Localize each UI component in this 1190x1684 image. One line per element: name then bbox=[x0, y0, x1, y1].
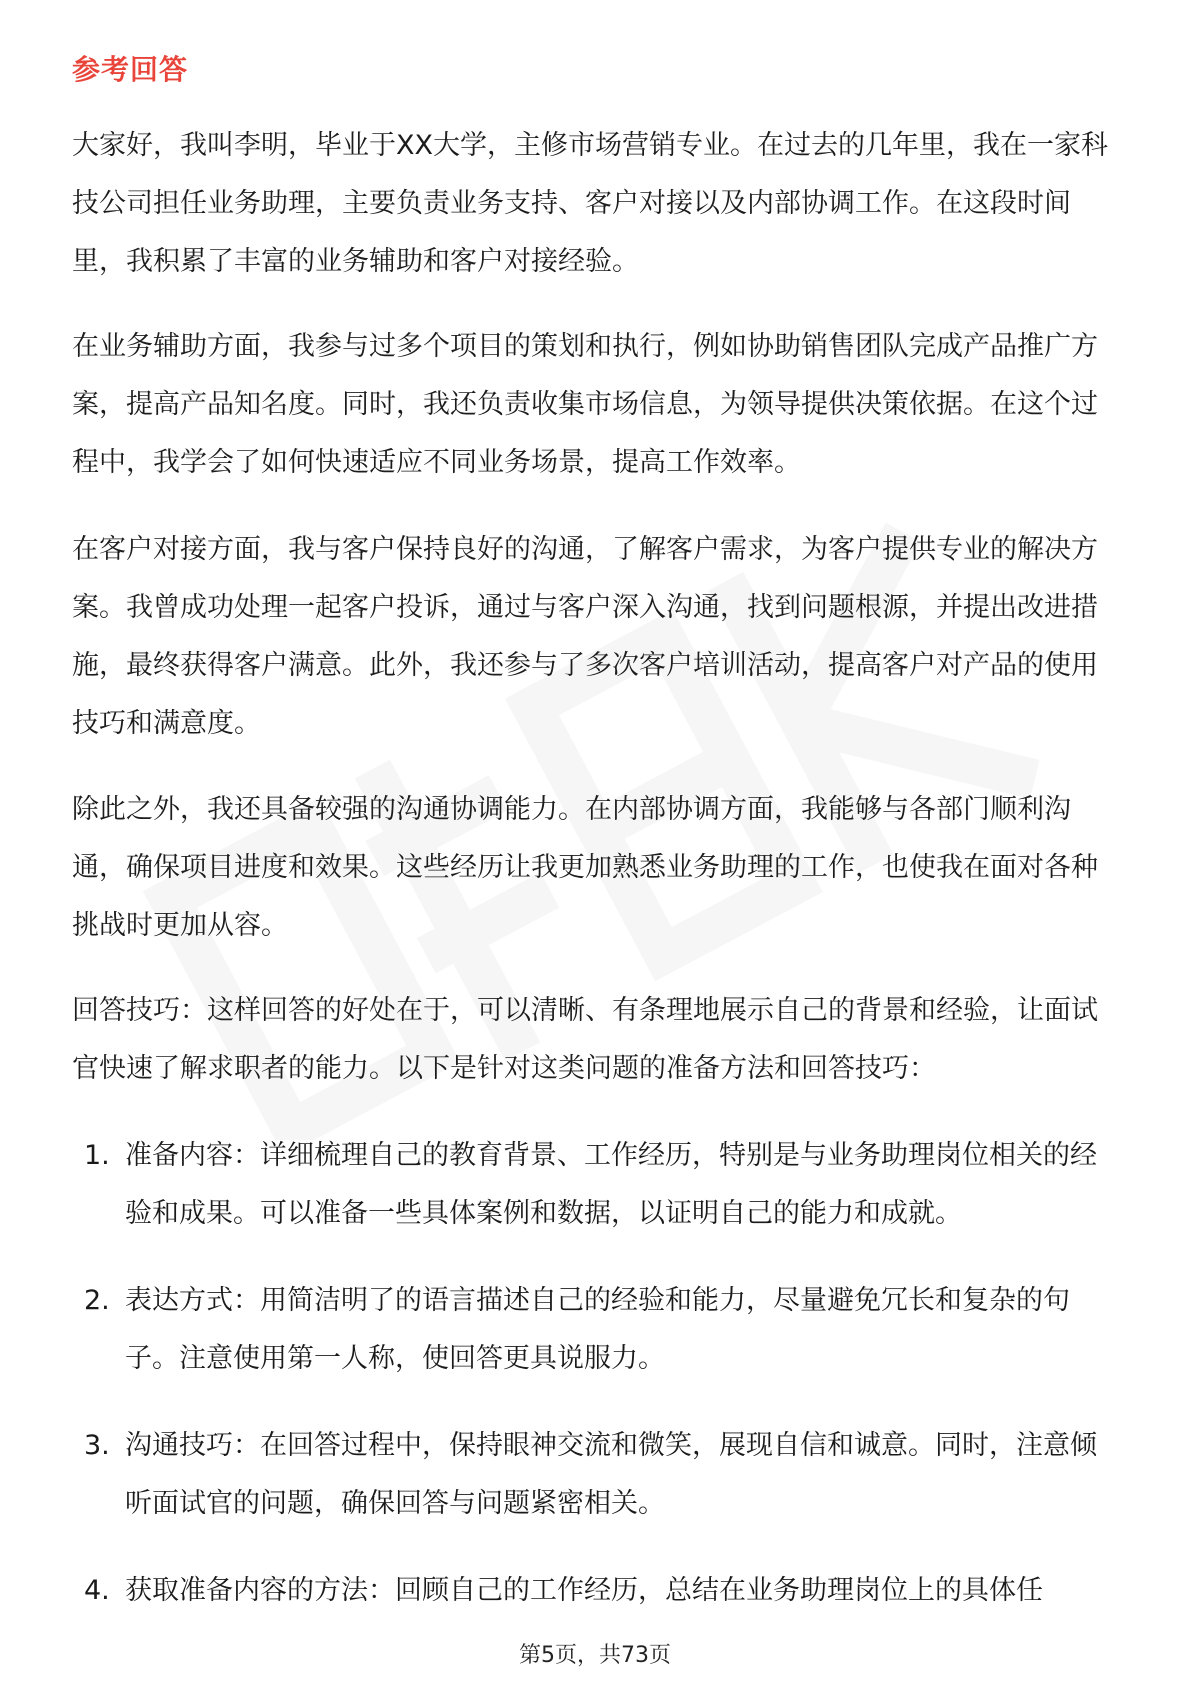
section-heading: 参考回答 bbox=[72, 53, 189, 86]
list-item bbox=[72, 1272, 1122, 1388]
paragraph-business-support: 在业务辅助方面，我参与过多个项目的策划和执行，例如协助销售团队完成产品推广方案，提高产品知名度。同时，我还负责收集市场信息，为领导提供决策依据。在这个过程中，我学会了如何快速适应不同业务场景，提高工作效率。 bbox=[72, 331, 1098, 478]
list-item-text: 准备内容：详细梳理自己的教育背景、工作经历，特别是与业务助理岗位相关的经验和成果。可以准备一些具体案例和数据，以证明自己的能力和成就。 bbox=[125, 1140, 1097, 1229]
paragraph-coordination: 除此之外，我还具备较强的沟通协调能力。在内部协调方面，我能够与各部门顺利沟通，确保项目进度和效果。这些经历让我更加熟悉业务助理的工作，也使我在面对各种挑战时更加从容。 bbox=[72, 794, 1098, 941]
paragraph-intro: 大家好，我叫李明，毕业于XX大学，主修市场营销专业。在过去的几年里，我在一家科技公司担任业务助理，主要负责业务支持、客户对接以及内部协调工作。在这段时间里，我积累了丰富的业务辅助和客户对接经验。 bbox=[72, 130, 1108, 277]
paragraph-client-relations: 在客户对接方面，我与客户保持良好的沟通，了解客户需求，为客户提供专业的解决方案。我曾成功处理一起客户投诉，通过与客户深入沟通，找到问题根源，并提出改进措施，最终获得客户满意。此外，我还参与了多次客户培训活动，提高客户对产品的使用技巧和满意度。 bbox=[72, 534, 1098, 739]
list-item-number: 2. bbox=[84, 1285, 110, 1316]
list-item bbox=[72, 1417, 1122, 1533]
list-item-text: 沟通技巧：在回答过程中，保持眼神交流和微笑，展现自信和诚意。同时，注意倾听面试官的问题，确保回答与问题紧密相关。 bbox=[125, 1430, 1097, 1519]
paragraph-answer-tips: 回答技巧：这样回答的好处在于，可以清晰、有条理地展示自己的背景和经验，让面试官快速了解求职者的能力。以下是针对这类问题的准备方法和回答技巧： bbox=[72, 995, 1098, 1084]
list-item bbox=[72, 1562, 1122, 1620]
list-item-number: 1. bbox=[84, 1140, 110, 1171]
list-item-number: 4. bbox=[84, 1575, 110, 1606]
list-item-text: 获取准备内容的方法：回顾自己的工作经历，总结在业务助理岗位上的具体任 bbox=[125, 1575, 1043, 1606]
list-item bbox=[72, 1127, 1122, 1243]
page-footer: 第5页，共73页 bbox=[519, 1643, 671, 1668]
list-item-text: 表达方式：用简洁明了的语言描述自己的经验和能力，尽量避免冗长和复杂的句子。注意使用第一人称，使回答更具说服力。 bbox=[125, 1285, 1070, 1374]
list-item-number: 3. bbox=[84, 1430, 110, 1461]
